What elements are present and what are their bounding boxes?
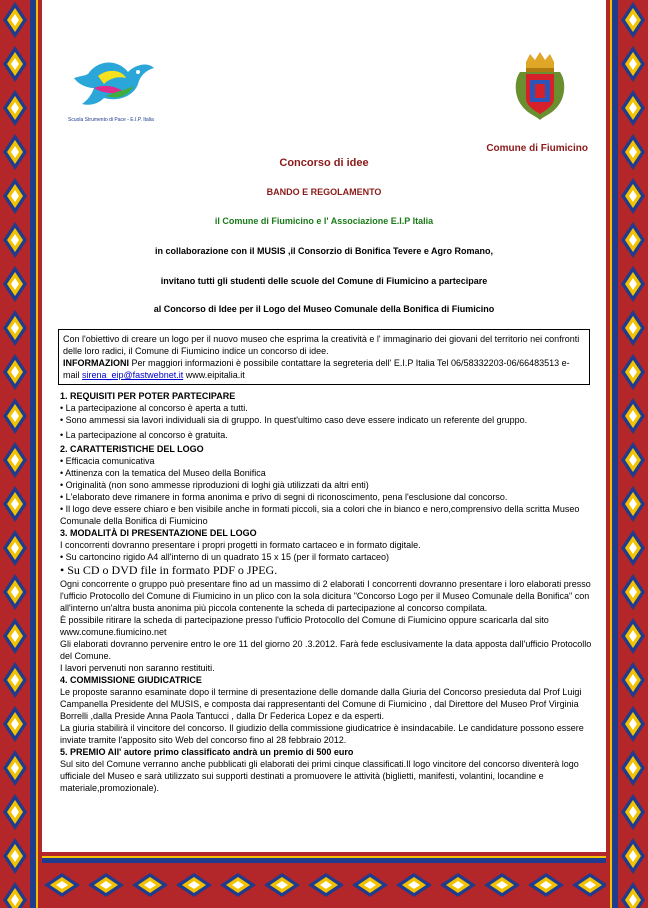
organizers-line: il Comune di Fiumicino e l' Associazione E.I.P Italia <box>214 216 434 226</box>
section-4-paragraph: Le proposte saranno esaminate dopo il termine di presentazione delle domande dalla Giuria del Concorso presieduta dal Prof Luigi Campanella Presidente del MUSIS, e composta dai rappresentanti del Comune di Fiumicino , dal Direttore del Museo Prof Virginia Borrelli ,dalla Preside Anna Paola Tantucci , dalla Dr Federica Lopez e da esperti. <box>60 687 582 721</box>
info-label: INFORMAZIONI <box>63 358 129 368</box>
email-link[interactable]: sirena_eip@fastwebnet.it <box>82 370 184 380</box>
list-item: • Originalità (non sono ammesse riproduzioni di loghi già utilizzati da altri enti) <box>60 480 369 490</box>
list-item: • Efficacia comunicativa <box>60 456 155 466</box>
dove-icon <box>68 54 158 112</box>
section-1-title: 1. REQUISITI PER POTER PARTECIPARE <box>60 391 236 401</box>
info-text: Per maggiori informazioni è possibile contattare la segreteria dell' E.I.P Italia Tel 06/58332203-06/66483513 e-mail <box>63 358 570 380</box>
collaboration-line: in collaborazione con il MUSIS ,il Consorzio di Bonifica Tevere e Agro Romano, <box>154 246 494 256</box>
bando-heading: BANDO E REGOLAMENTO <box>266 187 382 197</box>
section-3-paragraph: Gli elaborati dovranno pervenire entro le ore 11 del giorno 20 .3.2012. Farà fede esclusivamente la data apposta dall'ufficio Protocollo del Comune. <box>60 639 592 661</box>
section-3-title: 3. MODALITÀ DI PRESENTAZIONE DEL LOGO <box>60 528 257 538</box>
website-text: www.eipitalia.it <box>183 370 245 380</box>
comune-label: Comune di Fiumicino <box>486 143 588 154</box>
eip-logo <box>68 54 158 124</box>
invitation-line: invitano tutti gli studenti delle scuole del Comune di Fiumicino a partecipare <box>160 276 488 286</box>
section-3-paragraph: Ogni concorrente o gruppo può presentare fino ad un massimo di 2 elaborati I concorrenti dovranno presentare i loro elaborati presso l'ufficio Protocollo del Comune di Fiumicino in un plico con la sola dicitura "Concorso Logo per il Museo Comunale della Bonifica" con all'interno un'altra busta anonima più piccola contenente la scheda di partecipazione al concorso compilata. <box>60 579 591 613</box>
list-item: • Su CD o DVD file in formato PDF o JPEG. <box>60 563 278 577</box>
regulation-body <box>60 390 600 794</box>
section-3-paragraph: È possibile ritirare la scheda di partecipazione presso l'ufficio Protocollo del Comune di Fiumicino oppure scaricarla dal sito www.comune.fiumicino.net <box>60 615 549 637</box>
list-item: • Sono ammessi sia lavori individuali sia di gruppo. In quest'ultimo caso deve essere indicato un referente del gruppo. <box>60 415 528 425</box>
logo-caption: Scuola Strumento di Pace - E.I.P. Italia <box>68 117 154 123</box>
fiumicino-coat-of-arms <box>510 50 570 125</box>
decorative-border-right <box>606 0 648 908</box>
list-item: • La partecipazione al concorso è gratuita. <box>60 430 228 440</box>
section-3-intro: I concorrenti dovranno presentare i propri progetti in formato cartaceo e in formato digitale. <box>60 540 421 550</box>
intro-box <box>58 329 590 385</box>
decorative-border-bottom <box>42 852 606 908</box>
document-page <box>48 0 600 850</box>
list-item: • Il logo deve essere chiaro e ben visibile anche in formati piccoli, sia a colori che in bianco e nero,comprensivo della scritta Museo Comunale della Bonifica di Fiumicino <box>60 504 580 526</box>
list-item: • La partecipazione al concorso è aperta a tutti. <box>60 403 248 413</box>
section-3-paragraph: I lavori pervenuti non saranno restituiti. <box>60 663 215 673</box>
section-5-title: 5. PREMIO All' autore primo classificato andrà un premio di 500 euro <box>60 747 354 757</box>
page-title: Concorso di idee <box>279 157 369 169</box>
list-item: • Attinenza con la tematica del Museo della Bonifica <box>60 468 266 478</box>
coat-of-arms-icon <box>510 50 570 125</box>
contest-line: al Concorso di Idee per il Logo del Museo Comunale della Bonifica di Fiumicino <box>153 304 495 314</box>
intro-text: Con l'obiettivo di creare un logo per il nuovo museo che esprima la creatività e l' immaginario dei giovani del territorio nei confronti delle loro radici, il Comune di Fiumicino indice un concorso di idee. <box>63 334 580 356</box>
section-4-paragraph: La giuria stabilirà il vincitore del concorso. Il giudizio della commissione giudicatrice è insindacabile. Le candidature possono essere inviate tramite l'apposito sito Web del concorso fino al 28 febbraio 2012. <box>60 723 584 745</box>
list-item: • L'elaborato deve rimanere in forma anonima e privo di segni di riconoscimento, pena l'esclusione dal concorso. <box>60 492 508 502</box>
decorative-border-left <box>0 0 42 908</box>
section-5-paragraph: Sul sito del Comune verranno anche pubblicati gli elaborati dei primi cinque classificati.Il logo vincitore del concorso diventerà logo ufficiale del Museo e sarà utilizzato sui supporti destinati a promuovere le attività (biglietti, manifesti, volantini, locandine e materiale,promozionale). <box>60 759 579 793</box>
section-4-title: 4. COMMISSIONE GIUDICATRICE <box>60 675 202 685</box>
list-item: • Su cartoncino rigido A4 all'interno di un quadrato 15 x 15 (per il formato cartaceo) <box>60 552 390 562</box>
section-2-title: 2. CARATTERISTICHE DEL LOGO <box>60 444 204 454</box>
